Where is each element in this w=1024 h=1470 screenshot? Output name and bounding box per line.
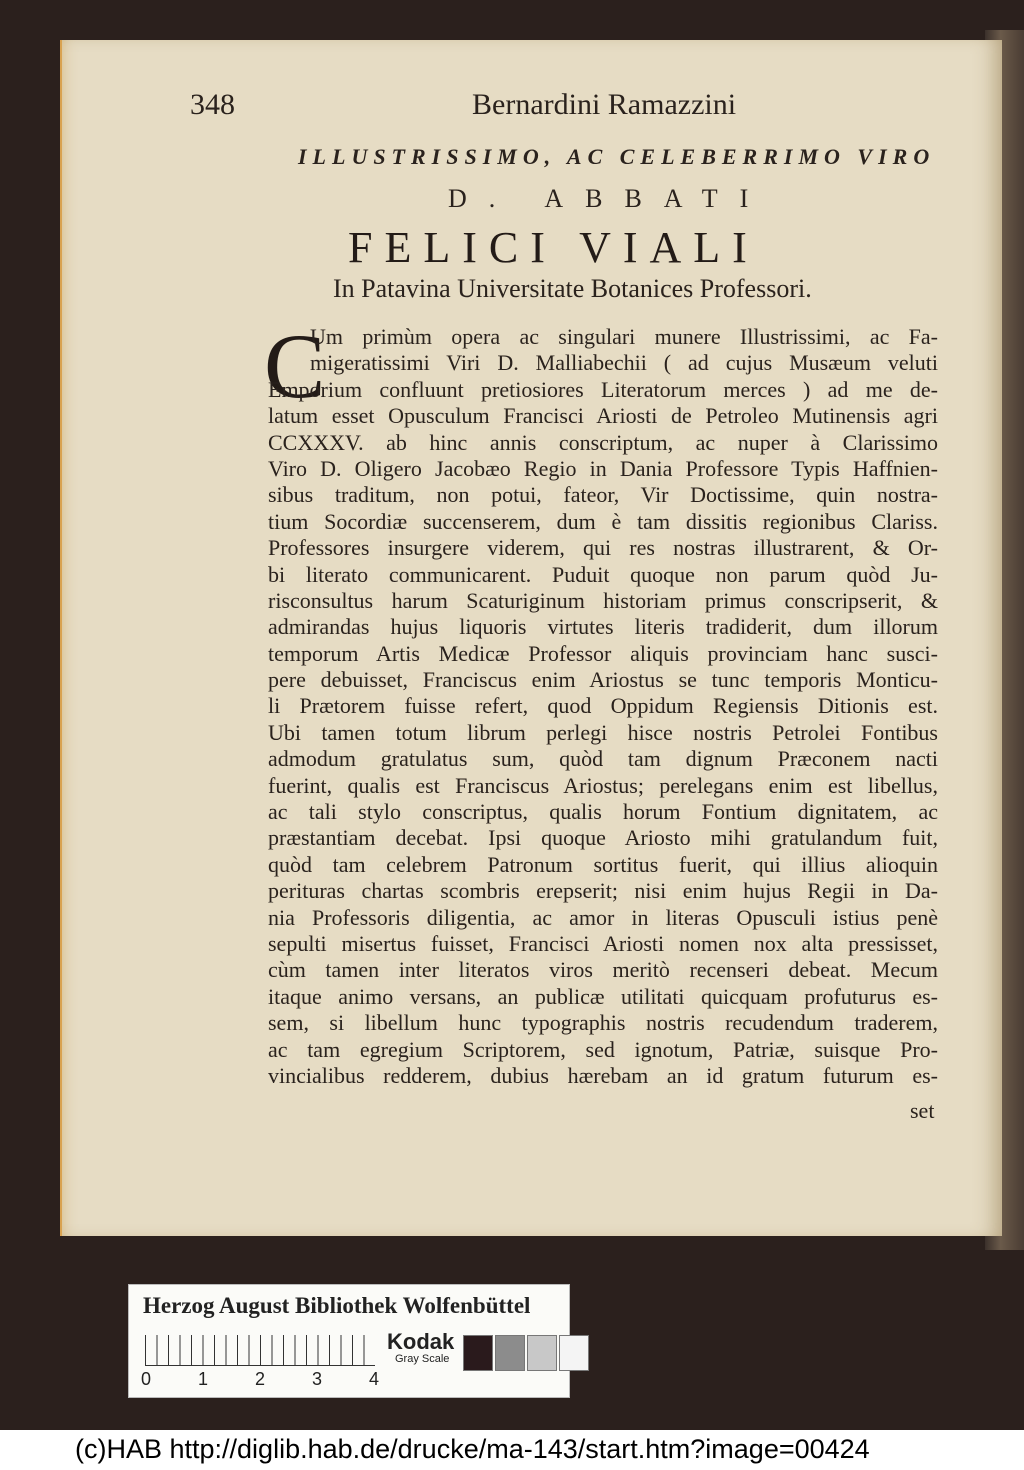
page-number: 348 (190, 88, 235, 121)
body-line: sibus traditum, non potui, fateor, Vir Doctissime, quin nostra- (268, 482, 938, 508)
body-line: Emporium confluunt pretiosiores Literatorum merces ) ad me de- (268, 376, 938, 402)
gray-swatch (527, 1335, 557, 1371)
body-line: Viro D. Oligero Jacobæo Regio in Dania Professore Typis Haffnien- (268, 455, 938, 481)
body-line: ac tam egregium Scriptorem, sed ignotum, Patriæ, suisque Pro- (268, 1036, 938, 1062)
catchword: set (910, 1098, 935, 1123)
body-line: bi literato communicarent. Puduit quoque non parum quòd Ju- (268, 561, 938, 587)
library-name: Herzog August Bibliothek Wolfenbüttel (143, 1293, 531, 1318)
body-line: perituras chartas scombris erepserit; nisi enim hujus Regii in Da- (268, 878, 938, 904)
body-line: sem, si libellum hunc typographis nostris recudendum traderem, (268, 1010, 938, 1036)
body-line: Ubi tamen totum librum perlegi hisce nostris Petrolei Fontibus (268, 719, 938, 745)
credit-url: (c)HAB http://diglib.hab.de/drucke/ma-143/start.htm?image=00424 (75, 1434, 870, 1464)
body-line: pere debuisset, Franciscus enim Ariostus se tunc temporis Monticu- (268, 667, 938, 693)
drop-cap: C (264, 315, 326, 417)
body-line: cùm tamen inter literatos viros meritò recenseri debeat. Mecum (268, 957, 938, 983)
title-line-professor: In Patavina Universitate Botanices Professori. (333, 274, 812, 303)
body-line: CCXXXV. ab hinc annis conscriptum, ac nuper à Clarissimo (268, 429, 938, 455)
gray-swatch (559, 1335, 589, 1371)
title-line-felici-viali: FELICI VIALI (348, 223, 759, 272)
body-line: risconsultus harum Scaturiginum historiam primus conscripserit, & (268, 587, 938, 613)
body-line: admodum gratulatus sum, quòd tam dignum Præconem nacti (268, 746, 938, 772)
gray-swatch (495, 1335, 525, 1371)
body-line: migeratissimi Viri D. Malliabechii ( ad cujus Musæum veluti (310, 350, 938, 376)
page-header (190, 88, 780, 128)
ruler-number: 2 (255, 1369, 266, 1389)
ruler-number: 4 (369, 1369, 380, 1389)
body-line: nia Professoris diligentia, ac amor in literas Opusculi istius penè (268, 904, 938, 930)
title-line-abbati: D. ABBATI (448, 184, 771, 213)
body-line: tium Socordiæ succenserem, dum è tam dissitis regionibus Clariss. (268, 508, 938, 534)
body-line: Um primùm opera ac singulari munere Illustrissimi, ac Fa- (310, 324, 938, 349)
body-line: fuerint, qualis est Franciscus Ariostus; perelegans enim est libellus, (268, 772, 938, 798)
body-text (268, 324, 938, 1089)
ruler-number: 0 (141, 1369, 152, 1389)
dedication-line: ILLUSTRISSIMO, AC CELEBERRIMO VIRO (298, 144, 936, 169)
body-line: temporum Artis Medicæ Professor aliquis provinciam hanc susci- (268, 640, 938, 666)
footer-bar (0, 1430, 1024, 1470)
body-line: quòd tam celebrem Patronum sortitus fuerit, qui illius alioquin (268, 851, 938, 877)
body-line: latum esset Opusculum Francisci Ariosti de Petroleo Mutinensis agri (268, 403, 938, 429)
library-color-card (128, 1284, 570, 1398)
gray-scale-label: Gray Scale (395, 1353, 450, 1365)
ruler-number: 1 (198, 1369, 209, 1389)
body-line: admirandas hujus liquoris virtutes literis tradiderit, dum illorum (268, 614, 938, 640)
body-line: ac tali stylo conscriptus, qualis horum Fontium dignitatem, ac (268, 799, 938, 825)
body-line: Professores insurgere viderem, qui res nostras illustrarent, & Or- (268, 535, 938, 561)
body-line: li Prætorem fuisse refert, quod Oppidum Regiensis Ditionis est. (268, 693, 938, 719)
running-head: Bernardini Ramazzini (472, 88, 737, 121)
kodak-logo: Kodak (387, 1329, 455, 1354)
scale-ruler (145, 1335, 375, 1366)
body-line: sepulti misertus fuisset, Francisci Ariosti nomen nox alta pressisset, (268, 930, 938, 956)
body-line: vincialibus redderem, dubius hærebam an id gratum futurum es- (268, 1062, 938, 1088)
body-line: præstantiam decebat. Ipsi quoque Ariosto mihi gratulandum fuit, (268, 825, 938, 851)
ruler-number: 3 (312, 1369, 323, 1389)
body-line: itaque animo versans, an publicæ utilitati quicquam profuturus es- (268, 983, 938, 1009)
gray-swatch (463, 1335, 493, 1371)
